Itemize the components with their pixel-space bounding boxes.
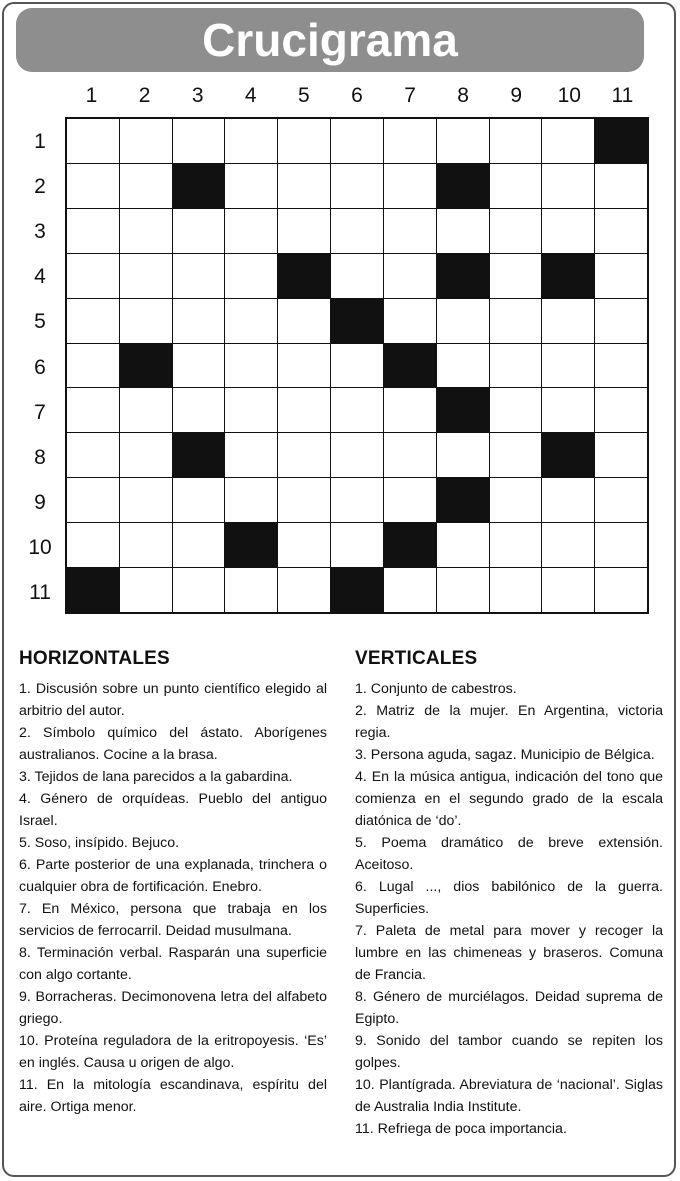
row-number: 7 (34, 400, 46, 424)
grid-cell[interactable] (490, 478, 542, 522)
clue-item: 7. En México, persona que trabaja en los servicios de ferrocarril. Deidad musulmana. (19, 901, 327, 939)
grid-cell[interactable] (437, 119, 489, 163)
grid-cell[interactable] (595, 388, 647, 432)
clue-item: 3. Tejidos de lana parecidos a la gabardina. (19, 769, 293, 785)
vertical-clue-list (355, 678, 663, 1140)
grid-cell[interactable] (542, 478, 594, 522)
clue-item: 5. Soso, insípido. Bejuco. (19, 835, 180, 851)
column-number: 1 (85, 84, 98, 107)
black-cell (542, 433, 594, 477)
grid-cell[interactable] (490, 568, 542, 612)
grid-cell[interactable] (595, 344, 647, 388)
black-cell (278, 254, 330, 298)
clue-item: 4. Género de orquídeas. Pueblo del antiguo Israel. (19, 791, 327, 829)
grid-cell[interactable] (384, 299, 436, 343)
clue-item: 11. Refriega de poca importancia. (355, 1121, 567, 1137)
grid-cell[interactable] (384, 478, 436, 522)
grid-cell[interactable] (595, 478, 647, 522)
grid-cell[interactable] (173, 119, 225, 163)
grid-cell[interactable] (331, 433, 383, 477)
clue-item: 10. Proteína reguladora de la eritropoyesis. ‘Es’ en inglés. Causa u origen de algo. (19, 1033, 327, 1071)
column-number: 6 (351, 84, 363, 107)
grid-cell[interactable] (384, 568, 436, 612)
page-title: Crucigrama (202, 14, 458, 66)
grid-cell[interactable] (384, 164, 436, 208)
clue-item: 2. Matriz de la mujer. En Argentina, victoria regia. (355, 703, 663, 741)
grid-cell[interactable] (173, 344, 225, 388)
grid-cell[interactable] (490, 523, 542, 567)
column-number: 3 (191, 84, 204, 107)
grid-cell[interactable] (173, 209, 225, 253)
grid-cell[interactable] (384, 209, 436, 253)
row-number: 4 (34, 265, 46, 289)
grid-cell[interactable] (173, 568, 225, 612)
grid-cell[interactable] (67, 388, 119, 432)
clue-item: 6. Lugal ..., dios babilónico de la guerra. Superficies. (355, 879, 663, 917)
column-number: 10 (557, 84, 581, 107)
grid-cell[interactable] (542, 119, 594, 163)
grid-cell[interactable] (225, 164, 277, 208)
row-number: 11 (29, 581, 51, 604)
grid-cell[interactable] (278, 164, 330, 208)
black-cell (331, 568, 383, 612)
title-banner (16, 8, 644, 72)
clue-item: 2. Símbolo químico del ástato. Aborígenes australianos. Cocine a la brasa. (19, 725, 327, 763)
grid-cell[interactable] (595, 254, 647, 298)
grid-cell[interactable] (384, 119, 436, 163)
grid-cell[interactable] (542, 299, 594, 343)
grid-cell[interactable] (278, 119, 330, 163)
clue-item: 8. Terminación verbal. Rasparán una superficie con algo cortante. (19, 945, 327, 983)
grid-cell[interactable] (67, 119, 119, 163)
row-number: 9 (34, 490, 46, 514)
black-cell (67, 568, 119, 612)
grid-cell[interactable] (331, 478, 383, 522)
grid-cell[interactable] (490, 209, 542, 253)
grid-cell[interactable] (490, 388, 542, 432)
grid-cell[interactable] (542, 388, 594, 432)
vertical-clues-section (355, 648, 663, 1140)
black-cell (595, 119, 647, 163)
black-cell (437, 478, 489, 522)
clue-item: 1. Conjunto de cabestros. (355, 681, 517, 697)
grid-cell[interactable] (67, 344, 119, 388)
grid-cell[interactable] (278, 478, 330, 522)
clue-item: 11. En la mitología escandinava, espíritu del aire. Ortiga menor. (19, 1077, 327, 1115)
grid-cell[interactable] (542, 568, 594, 612)
grid-cell[interactable] (173, 478, 225, 522)
row-number: 5 (34, 310, 46, 334)
black-cell (437, 254, 489, 298)
grid-cell[interactable] (542, 209, 594, 253)
grid-cell[interactable] (437, 433, 489, 477)
row-number: 10 (28, 535, 52, 559)
grid-cell[interactable] (595, 433, 647, 477)
grid-cell[interactable] (384, 433, 436, 477)
grid-cell[interactable] (384, 254, 436, 298)
column-number: 9 (510, 84, 523, 107)
grid-cell[interactable] (278, 209, 330, 253)
grid-cell[interactable] (67, 209, 119, 253)
grid-cell[interactable] (173, 523, 225, 567)
grid-cell[interactable] (437, 568, 489, 612)
grid-cell[interactable] (331, 119, 383, 163)
grid-cell[interactable] (595, 164, 647, 208)
grid-cell[interactable] (225, 478, 277, 522)
clue-item: 4. En la música antigua, indicación del tono que comienza en el segundo grado de la escala diatónica de ‘do’. (355, 769, 663, 829)
row-number: 1 (34, 130, 46, 153)
grid-cell[interactable] (542, 164, 594, 208)
grid-cell[interactable] (278, 568, 330, 612)
horizontal-clues-section (19, 648, 327, 1118)
grid-cell[interactable] (120, 254, 172, 298)
grid-cell[interactable] (542, 344, 594, 388)
grid-cell[interactable] (595, 568, 647, 612)
grid-cell[interactable] (225, 254, 277, 298)
black-cell (173, 164, 225, 208)
crossword-grid (65, 117, 649, 614)
grid-cell[interactable] (173, 388, 225, 432)
grid-cell[interactable] (225, 299, 277, 343)
grid-cell[interactable] (173, 299, 225, 343)
clue-item: 5. Poema dramático de breve extensión. Aceitoso. (355, 835, 663, 873)
grid-cell[interactable] (278, 433, 330, 477)
grid-cell[interactable] (225, 568, 277, 612)
vertical-heading: VERTICALES (355, 648, 478, 669)
grid-cell[interactable] (120, 568, 172, 612)
black-cell (542, 254, 594, 298)
grid-cell[interactable] (120, 388, 172, 432)
grid-cell[interactable] (331, 164, 383, 208)
row-number: 6 (34, 355, 46, 379)
grid-cell[interactable] (331, 344, 383, 388)
column-number: 7 (404, 84, 416, 107)
clue-item: 9. Borracheras. Decimonovena letra del alfabeto griego. (19, 989, 327, 1027)
black-cell (120, 344, 172, 388)
clue-item: 8. Género de murciélagos. Deidad suprema de Egipto. (355, 989, 663, 1027)
grid-cell[interactable] (331, 523, 383, 567)
grid-cell[interactable] (67, 164, 119, 208)
black-cell (384, 344, 436, 388)
grid-cell[interactable] (120, 164, 172, 208)
grid-cell[interactable] (331, 388, 383, 432)
grid-cell[interactable] (490, 164, 542, 208)
horizontal-heading: HORIZONTALES (19, 648, 170, 669)
black-cell (331, 299, 383, 343)
grid-cell[interactable] (120, 433, 172, 477)
grid-cell[interactable] (331, 209, 383, 253)
grid-cell[interactable] (67, 254, 119, 298)
row-number: 2 (34, 175, 46, 199)
black-cell (384, 523, 436, 567)
grid-cell[interactable] (225, 209, 277, 253)
row-number: 3 (34, 220, 46, 244)
black-cell (437, 164, 489, 208)
clue-item: 7. Paleta de metal para mover y recoger la lumbre en las chimeneas y braseros. Comuna de Francia. (355, 923, 663, 983)
horizontal-clue-list (19, 678, 327, 1118)
column-number: 11 (611, 84, 634, 107)
grid-cell[interactable] (490, 344, 542, 388)
grid-cell[interactable] (542, 523, 594, 567)
grid-cell[interactable] (437, 523, 489, 567)
grid-cell[interactable] (67, 523, 119, 567)
grid-cell[interactable] (437, 299, 489, 343)
grid-cell[interactable] (595, 209, 647, 253)
grid-cell[interactable] (120, 209, 172, 253)
grid-cell[interactable] (595, 523, 647, 567)
grid-cell[interactable] (278, 523, 330, 567)
column-number: 4 (244, 84, 257, 107)
grid-cell[interactable] (384, 388, 436, 432)
grid-cell[interactable] (278, 344, 330, 388)
row-number: 8 (34, 445, 46, 469)
column-number: 2 (138, 84, 151, 107)
grid-cell[interactable] (490, 119, 542, 163)
grid-cell[interactable] (331, 254, 383, 298)
grid-cell[interactable] (490, 433, 542, 477)
grid-cell[interactable] (120, 523, 172, 567)
grid-cell[interactable] (490, 254, 542, 298)
grid-cell[interactable] (120, 478, 172, 522)
grid-cell[interactable] (278, 388, 330, 432)
grid-cell[interactable] (120, 119, 172, 163)
grid-cell[interactable] (595, 299, 647, 343)
grid-cell[interactable] (67, 433, 119, 477)
grid-cell[interactable] (490, 299, 542, 343)
clue-item: 10. Plantígrada. Abreviatura de ‘nacional’. Siglas de Australia India Institute. (355, 1077, 663, 1115)
grid-cell[interactable] (225, 388, 277, 432)
grid-cell[interactable] (67, 478, 119, 522)
clue-item: 9. Sonido del tambor cuando se repiten los golpes. (355, 1033, 663, 1071)
grid-cell[interactable] (225, 344, 277, 388)
grid-cell[interactable] (67, 299, 119, 343)
grid-cell[interactable] (225, 433, 277, 477)
grid-cell[interactable] (437, 344, 489, 388)
column-number: 8 (457, 84, 469, 107)
black-cell (437, 388, 489, 432)
grid-cell[interactable] (437, 209, 489, 253)
black-cell (173, 433, 225, 477)
grid-cell[interactable] (225, 119, 277, 163)
clue-item: 3. Persona aguda, sagaz. Municipio de Bélgica. (355, 747, 655, 763)
grid-cell[interactable] (120, 299, 172, 343)
grid-cell[interactable] (278, 299, 330, 343)
clue-item: 6. Parte posterior de una explanada, trinchera o cualquier obra de fortificación. Enebro. (19, 857, 327, 895)
clue-item: 1. Discusión sobre un punto científico elegido al arbitrio del autor. (19, 681, 327, 719)
column-number: 5 (298, 84, 310, 107)
black-cell (225, 523, 277, 567)
grid-cell[interactable] (173, 254, 225, 298)
